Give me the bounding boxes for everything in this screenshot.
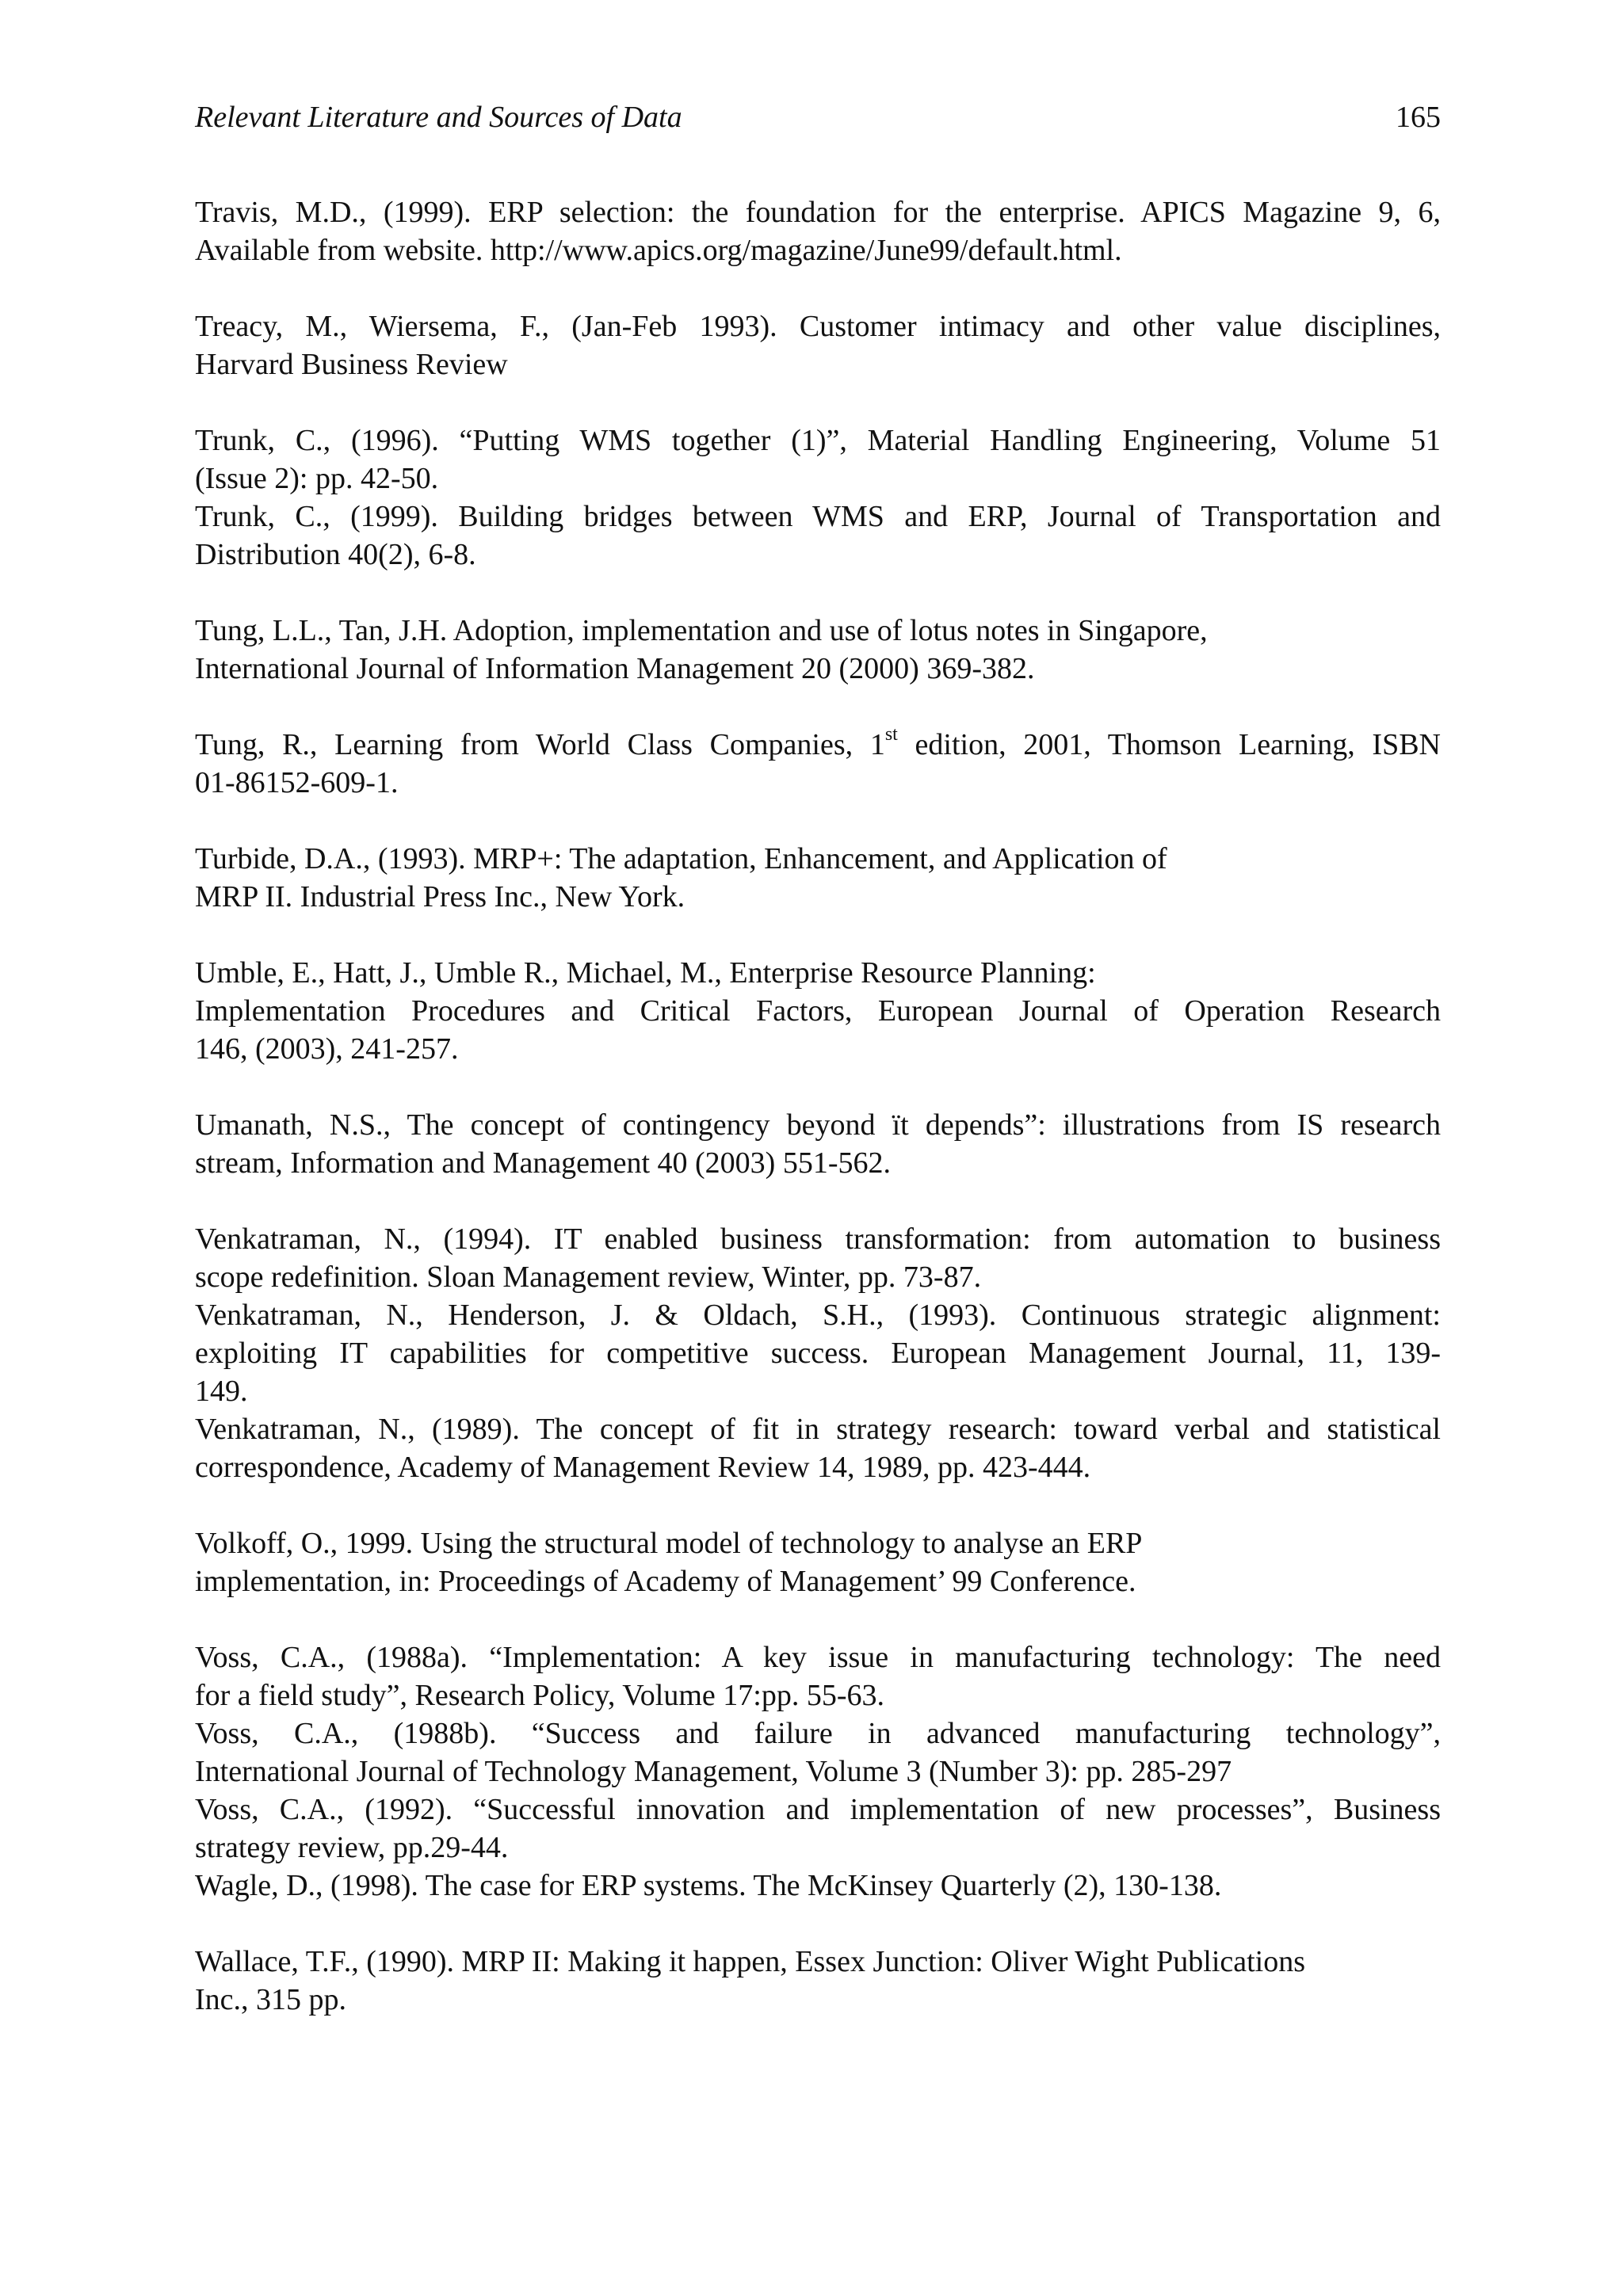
reference-line: 146, (2003), 241-257. [195, 1032, 459, 1066]
reference-line: exploiting IT capabilities for competitive success. European Management Journal, 11, 139- [195, 1337, 1441, 1370]
reference-line: Venkatraman, N., Henderson, J. & Oldach, S.H., (1993). Continuous strategic alignment: [195, 1299, 1441, 1332]
reference-travis-1999 [195, 193, 1441, 269]
page-number: 165 [1396, 101, 1441, 134]
reference-line: Umble, E., Hatt, J., Umble R., Michael, M., Enterprise Resource Planning: [195, 956, 1096, 990]
reference-line: Trunk, C., (1999). Building bridges between WMS and ERP, Journal of Transportation and [195, 500, 1441, 533]
reference-line: Distribution 40(2), 6-8. [195, 538, 476, 571]
running-header-title: Relevant Literature and Sources of Data [195, 101, 682, 134]
reference-line: scope redefinition. Sloan Management review, Winter, pp. 73-87. [195, 1261, 982, 1294]
reference-trunk-1999 [195, 498, 1441, 574]
reference-line: Available from website. http://www.apics.org/magazine/June99/default.html. [195, 234, 1122, 267]
reference-line: Voss, C.A., (1988b). “Success and failure in advanced manufacturing technology”, [195, 1717, 1441, 1750]
reference-line: Inc., 315 pp. [195, 1983, 347, 2016]
reference-line: Harvard Business Review [195, 348, 508, 381]
reference-line: Tung, L.L., Tan, J.H. Adoption, implementation and use of lotus notes in Singapore, [195, 614, 1208, 647]
reference-line: Travis, M.D., (1999). ERP selection: the foundation for the enterprise. APICS Magazine 9, 6, [195, 196, 1441, 229]
reference-line: stream, Information and Management 40 (2003) 551-562. [195, 1146, 891, 1180]
reference-line: Venkatraman, N., (1989). The concept of fit in strategy research: toward verbal and statistical [195, 1413, 1441, 1446]
reference-line: strategy review, pp.29-44. [195, 1831, 509, 1864]
reference-trunk-1996 [195, 421, 1441, 498]
reference-wagle-1998 [195, 1867, 1441, 1905]
reference-text: Tung, R., Learning from World Class Companies, 1 [195, 728, 885, 761]
reference-tung-ll [195, 612, 1441, 688]
reference-volkoff-1999 [195, 1524, 1441, 1600]
reference-voss-1992 [195, 1791, 1441, 1867]
reference-line: Treacy, M., Wiersema, F., (Jan-Feb 1993). Customer intimacy and other value disciplines, [195, 310, 1441, 343]
reference-line: Umanath, N.S., The concept of contingency beyond ït depends”: illustrations from IS research [195, 1108, 1441, 1142]
reference-line: Venkatraman, N., (1994). IT enabled business transformation: from automation to business [195, 1222, 1441, 1256]
reference-line: MRP II. Industrial Press Inc., New York. [195, 880, 685, 913]
reference-line: Implementation Procedures and Critical Factors, European Journal of Operation Research [195, 994, 1441, 1028]
reference-venkatraman-1989 [195, 1410, 1441, 1486]
reference-line: International Journal of Technology Management, Volume 3 (Number 3): pp. 285-297 [195, 1755, 1232, 1788]
reference-line: Volkoff, O., 1999. Using the structural model of technology to analyse an ERP [195, 1527, 1143, 1560]
reference-venkatraman-1994 [195, 1220, 1441, 1296]
reference-line: Wallace, T.F., (1990). MRP II: Making it happen, Essex Junction: Oliver Wight Publications [195, 1945, 1306, 1978]
page-header [195, 97, 1441, 138]
reference-line: Wagle, D., (1998). The case for ERP systems. The McKinsey Quarterly (2), 130-138. [195, 1869, 1222, 1902]
reference-line: Turbide, D.A., (1993). MRP+: The adaptation, Enhancement, and Application of [195, 842, 1167, 875]
reference-line: Trunk, C., (1996). “Putting WMS together (1)”, Material Handling Engineering, Volume 51 [195, 424, 1441, 457]
reference-tung-r [195, 726, 1441, 802]
reference-line: 01-86152-609-1. [195, 766, 399, 799]
reference-line [195, 726, 1441, 764]
reference-line: implementation, in: Proceedings of Academy of Management’ 99 Conference. [195, 1565, 1136, 1598]
reference-voss-1988b [195, 1714, 1441, 1791]
reference-line: Voss, C.A., (1992). “Successful innovation and implementation of new processes”, Business [195, 1793, 1441, 1826]
ordinal-superscript: st [884, 724, 898, 746]
reference-wallace-1990 [195, 1943, 1441, 2019]
reference-turbide-1993 [195, 840, 1441, 916]
reference-line: Voss, C.A., (1988a). “Implementation: A key issue in manufacturing technology: The need [195, 1641, 1441, 1674]
reference-treacy-1993 [195, 307, 1441, 383]
reference-line: (Issue 2): pp. 42-50. [195, 462, 439, 495]
reference-line: correspondence, Academy of Management Review 14, 1989, pp. 423-444. [195, 1451, 1091, 1484]
reference-line: for a field study”, Research Policy, Volume 17:pp. 55-63. [195, 1679, 884, 1712]
reference-line: 149. [195, 1375, 248, 1408]
reference-umble-2003 [195, 954, 1441, 1068]
reference-venkatraman-1993 [195, 1296, 1441, 1410]
reference-text: edition, 2001, Thomson Learning, ISBN [897, 728, 1441, 761]
reference-voss-1988a [195, 1638, 1441, 1714]
reference-line: International Journal of Information Management 20 (2000) 369-382. [195, 652, 1035, 685]
reference-umanath-2003 [195, 1106, 1441, 1182]
